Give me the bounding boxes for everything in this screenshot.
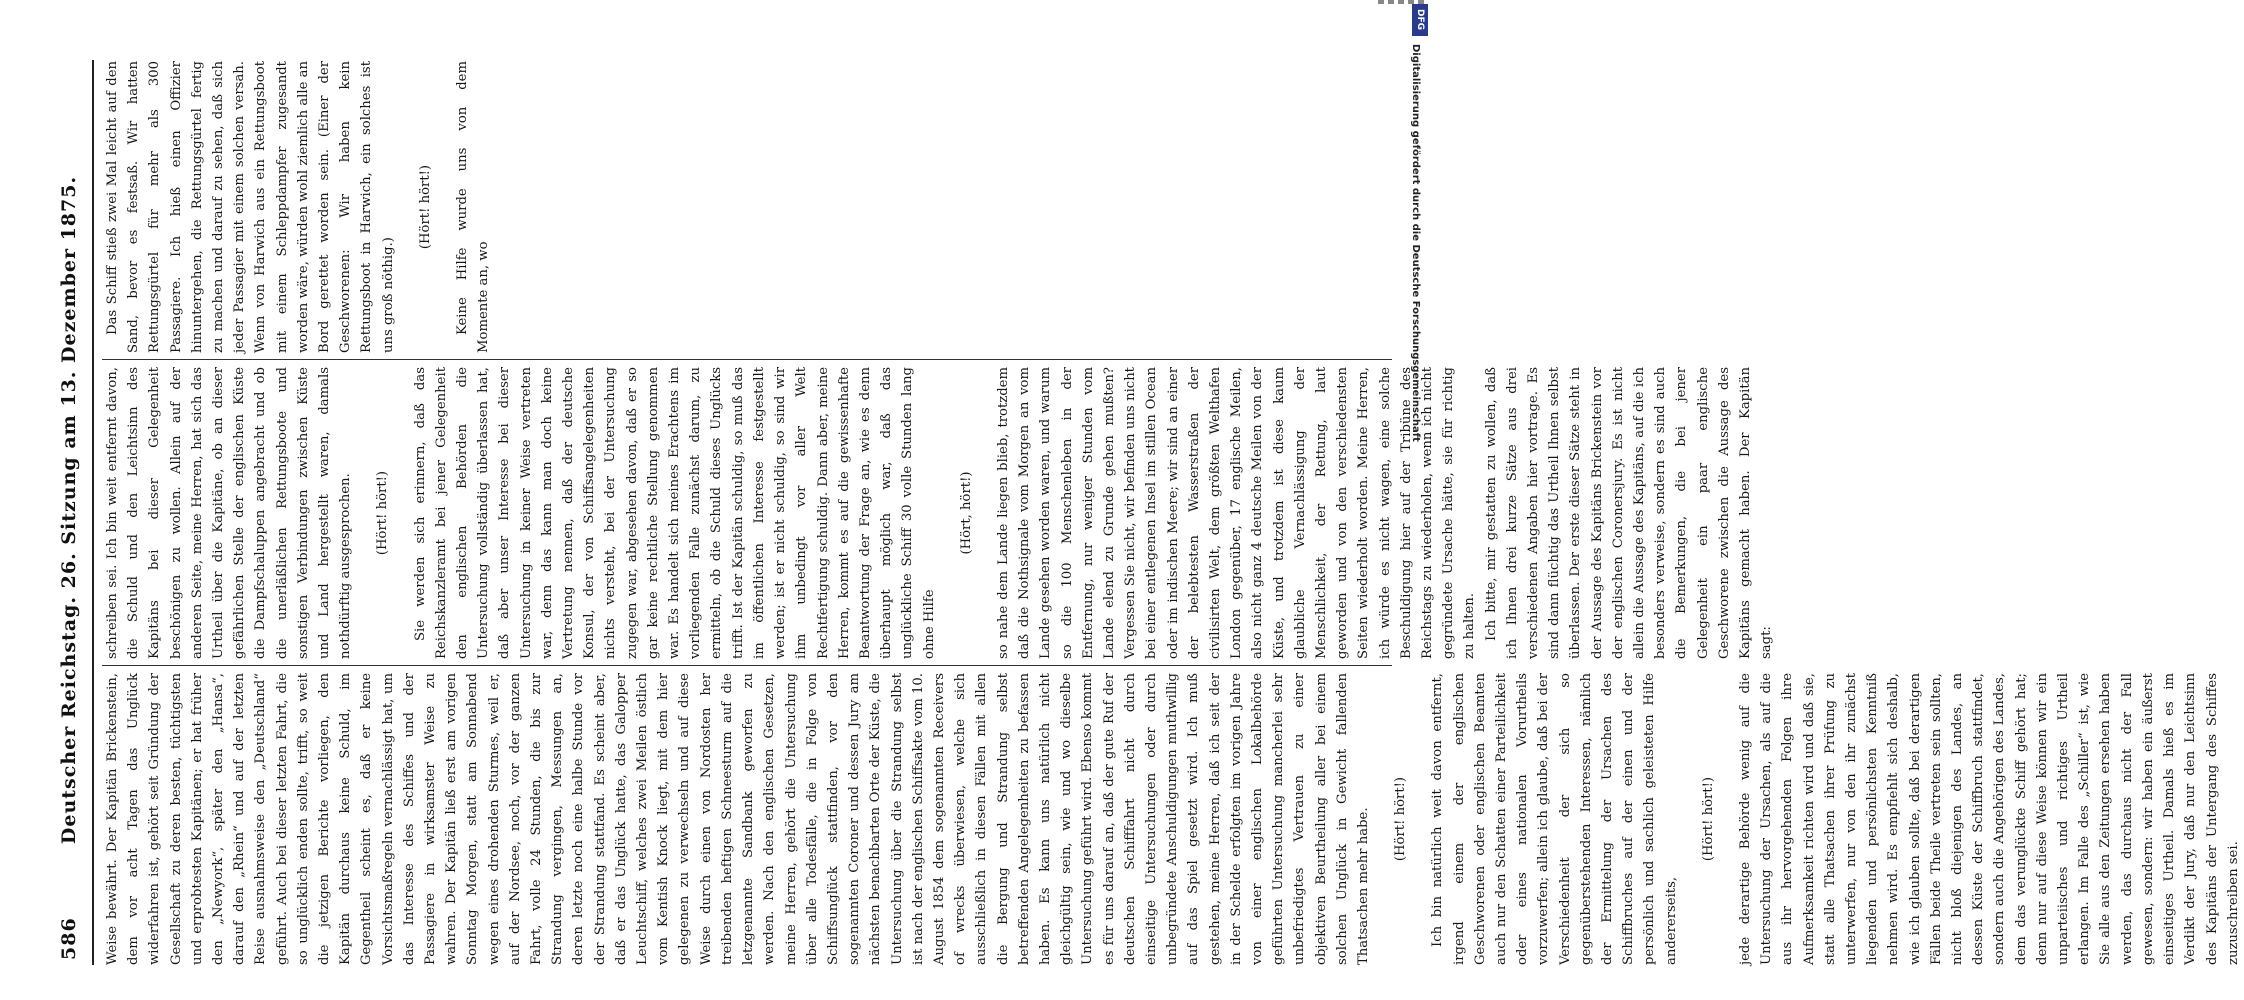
interjection: (Hört! hört!) <box>417 164 433 250</box>
watermark-text: Digitalisierung gefördert durch die Deutsche Forschungsgemeinschaft <box>1410 44 1421 442</box>
interjection: (Hört! hört!) <box>375 470 391 556</box>
interjection: (Hört! hört!) <box>1393 776 1409 862</box>
paragraph: Das Schiff stieß zwei Mal leicht auf den Sand, bevor es festsaß. Wir hatten Rettungsgürtel für mehr als 300 Passagiere. Ich hieß einen Offizier hinuntergehen, die Rettungsgürtel fertig zu machen und darauf zu sehen, daß sich jeder Passagier mit einem solchen versah. Wenn von Harwich aus ein Rettungsboot mit einem Schleppdampfer zugesandt worden wäre, würden wohl ziemlich alle an Bord gerettet worden sein. (Einer der Geschworenen: Wir haben kein Rettungsboot in Harwich, ein solches ist uns groß nöthig.) <box>105 61 396 353</box>
paragraph: schreiben sei. Ich bin weit entfernt davon, die Schuld und den Leichtsinn des Kapitäns bei dieser Gelegenheit beschönigen zu wollen. Allein auf der anderen Seite, meine Herren, hat sich das Urtheil über die Kapitäne, ob an dieser gefährlichen Stelle der englischen Küste die Dampfschaluppen angebracht und ob die unerläßlichen Rettungsboote und sonstigen Verbindungen zwischen Küste und Land hergestellt waren, damals nothdürftig ausgesprochen. <box>105 367 354 659</box>
interjection: (Hört, hört!) <box>958 471 974 555</box>
paragraph: jede derartige Behörde wenig auf die Untersuchung der Ursachen, als auf die aus ihr hervorgehenden Folgen ihre Aufmerksamkeit richten wird und daß sie, statt alle Thatsachen ihrer Prüfung zu unterwerfen, nur von den ihr zunächst liegenden und persönlichsten Kenntniß nehmen wird. Es empfiehlt sich deshalb, wie ich glauben sollte, daß bei derartigen Fällen beide Theile vertreten sein sollten, nicht bloß diejenigen des Landes, an dessen Küste der Schiffbruch stattfindet, sondern auch die Angehörigen des Landes, dem das verunglückte Schiff gehört hat; denn nur auf diese Weise können wir ein unparteiisches und richtiges Urtheil erlangen. Im Falle des „Schiller“ ist, wie Sie alle aus den Zeitungen ersehen haben werden, das durchaus nicht der Fall gewesen, sondern: wir haben ein äußerst einseitiges Urtheil. Damals hieß es im Verdikt der Jury, daß nur den Leichtsinn des Kapitäns der Untergang des Schiffes zuzuschreiben sei. <box>1738 673 2241 965</box>
column-3 <box>102 61 1392 353</box>
header-rule <box>92 60 94 965</box>
paragraph: Ich bin natürlich weit davon entfernt, irgend einem der englischen Geschworenen oder englischen Beamten auch nur den Schatten einer Parteilichkeit oder eines nationalen Vorurtheils vorzuwerfen; allein ich glaube, daß bei der Verschiedenheit der sich so gegenüberstehenden Interessen, nämlich der Ermittelung der Ursachen des Schiffbruches auf der einen und der persönlich und sachlich geleisteten Hilfe andererseits, <box>1430 673 1679 965</box>
page-number: 586 <box>58 917 80 960</box>
interjection: (Hört! hört!) <box>1700 776 1716 862</box>
running-header <box>54 60 88 960</box>
running-title: Deutscher Reichstag. 26. Sitzung am 13. Dezember 1875. <box>58 175 80 845</box>
paragraph: so nahe dem Lande liegen blieb, trotzdem daß die Nothsignale vom Morgen an vom Lande gesehen worden waren, und warum so die 100 Menschenleben in der Entfernung, nur weniger Stunden vom Lande elend zu Grunde gehen mußten? Vergessen Sie nicht, wir befinden uns nicht bei einer entlegenen Insel im stillen Ocean oder im indischen Meere; wir sind an einer der belebtesten Wasserstraßen der civilisirten Welt, dem größten Welthafen London gegenüber, 17 englische Meilen, also nicht ganz 4 deutsche Meilen von der Küste, und trotzdem ist diese kaum glaubliche Vernachlässigung der Menschlichkeit, der Rettung, laut geworden und von den verschiedensten Seiten wiederholt worden. Meine Herren, ich würde es nicht wagen, eine solche Beschuldigung hier auf der Tribüne des Reichstags zu wiederholen, wenn ich nicht gegründete Ursache hätte, sie für richtig zu halten. <box>995 367 1478 659</box>
column-1 <box>102 673 2241 965</box>
column-divider <box>102 359 1392 360</box>
paragraph: Ich bitte, mir gestatten zu wollen, daß ich Ihnen drei kurze Sätze aus drei verschiedenen Angaben hier vortrage. Es sind dann flüchtig das Urtheil Ihnen selbst überlassen. Der erste dieser Sätze steht in der Aussage des Kapitäns Brickenstein vor der englischen Coronersjury. Es ist nicht allein die Aussage des Kapitäns, auf die ich besonders verweise, sondern es sind auch die Bemerkungen, die bei jener Gelegenheit ein paar englische Geschworene zwischen die Aussage des Kapitäns gemacht haben. Der Kapitän sagt: <box>1483 367 1775 659</box>
paragraph: Weise bewährt. Der Kapitän Brickenstein, dem vor acht Tagen das Unglück widerfahren ist, gehört seit Gründung der Gesellschaft zu deren besten, tüchtigsten und erprobtesten Kapitänen; er hat früher den „Newyork“, später den „Hansa“, darauf den „Rhein“ und auf der letzten Reise ausnahmsweise den „Deutschland“ geführt. Auch bei dieser letzten Fahrt, die so unglücklich enden sollte, trifft, so weit die jetzigen Berichte vorliegen, den Kapitän durchaus keine Schuld, im Gegentheil scheint es, daß er keine Vorsichtsmaßregeln vernachlässigt hat, um das Interesse des Schiffes und der Passagiere in wirksamster Weise zu wahren. Der Kapitän ließ erst am vorigen Sonntag Morgen, statt am Sonnabend wegen eines drohenden Sturmes, weil er, auf der Nordsee, noch, vor der ganzen Fahrt, volle 24 Stunden, die bis zur Strandung vergingen, Messungen an, deren letzte noch eine halbe Stunde vor der Strandung stattfand. Es scheint aber, daß er das Unglück hatte, das Galopper Leuchtschiff, welches zwei Meilen östlich vom Kentish Knock liegt, mit dem hier gelegenen zu verwechseln und auf diese Weise durch einen von Nordosten her treibenden heftigen Schneesturm auf die letzgenannte Sandbank geworfen zu werden. Nach den englischen Gesetzen, meine Herren, gehört die Untersuchung über alle Todesfälle, die in Folge von Schiffsunglück stattfinden, vor den sogenannten Coroner und dessen Jury am nächsten benachbarten Orte der Küste, die Untersuchung über die Strandung selbst ist nach der englischen Schiffsakte vom 10. August 1854 dem sogenannten Receivers of wrecks überwiesen, welche sich ausschließlich in diesen Fällen mit allen die Bergung und Strandung selbst betreffenden Angelegenheiten zu befassen haben. Es kann uns natürlich nicht gleichgültig sein, wie und wo dieselbe Untersuchung geführt wird. Ebenso kommt es für uns darauf an, daß der gute Ruf der deutschen Schifffahrt nicht durch einseitige Untersuchungen oder durch unbegründete Anschuldigungen muthwillig auf das Spiel gesetzt wird. Ich muß gestehen, meine Herren, daß ich seit der in der Schelde erfolgten im vorigen Jahre von einer englischen Lokalbehörde geführten Untersuchung mancherlei sehr unbefriedigtes Vertrauen zu einer objektiven Beurtheilung aller bei einem solchen Unglück in Gewicht fallenden Thatsachen mehr habe. <box>105 673 1371 965</box>
paragraph: Keine Hilfe wurde uns von dem Momente an, wo <box>455 61 492 353</box>
paragraph: Sie werden sich erinnern, daß das Reichskanzleramt bei jener Gelegenheit den englischen Behörden die Untersuchung vollständig überlassen hat, daß aber unser Interesse bei dieser Untersuchung in keiner Weise vertreten war, denn das kann man doch keine Vertretung nennen, daß der deutsche Konsul, der von Schiffsangelegenheiten nichts versteht, bei der Untersuchung zugegen war, abgesehen davon, daß er so gar keine rechtliche Stellung genommen war. Es handelt sich meines Erachtens im vorliegenden Falle zunächst darum, zu ermitteln, ob die Schuld dieses Unglücks trifft. Ist der Kapitän schuldig, so muß das im öffentlichen Interesse festgestellt werden; ist er nicht schuldig, so sind wir ihm unbedingt vor aller Welt Rechtfertigung schuldig. Dann aber, meine Herren, kommt es auf die gewissenhafte Beantwortung der Frage an, wie es denn überhaupt möglich war, daß das unglückliche Schiff 30 volle Stunden lang ohne Hilfe <box>412 367 937 659</box>
column-2 <box>102 367 1775 659</box>
digitization-watermark <box>1410 4 1430 604</box>
dfg-logo: DFG <box>1412 4 1428 36</box>
column-divider <box>102 665 1392 666</box>
